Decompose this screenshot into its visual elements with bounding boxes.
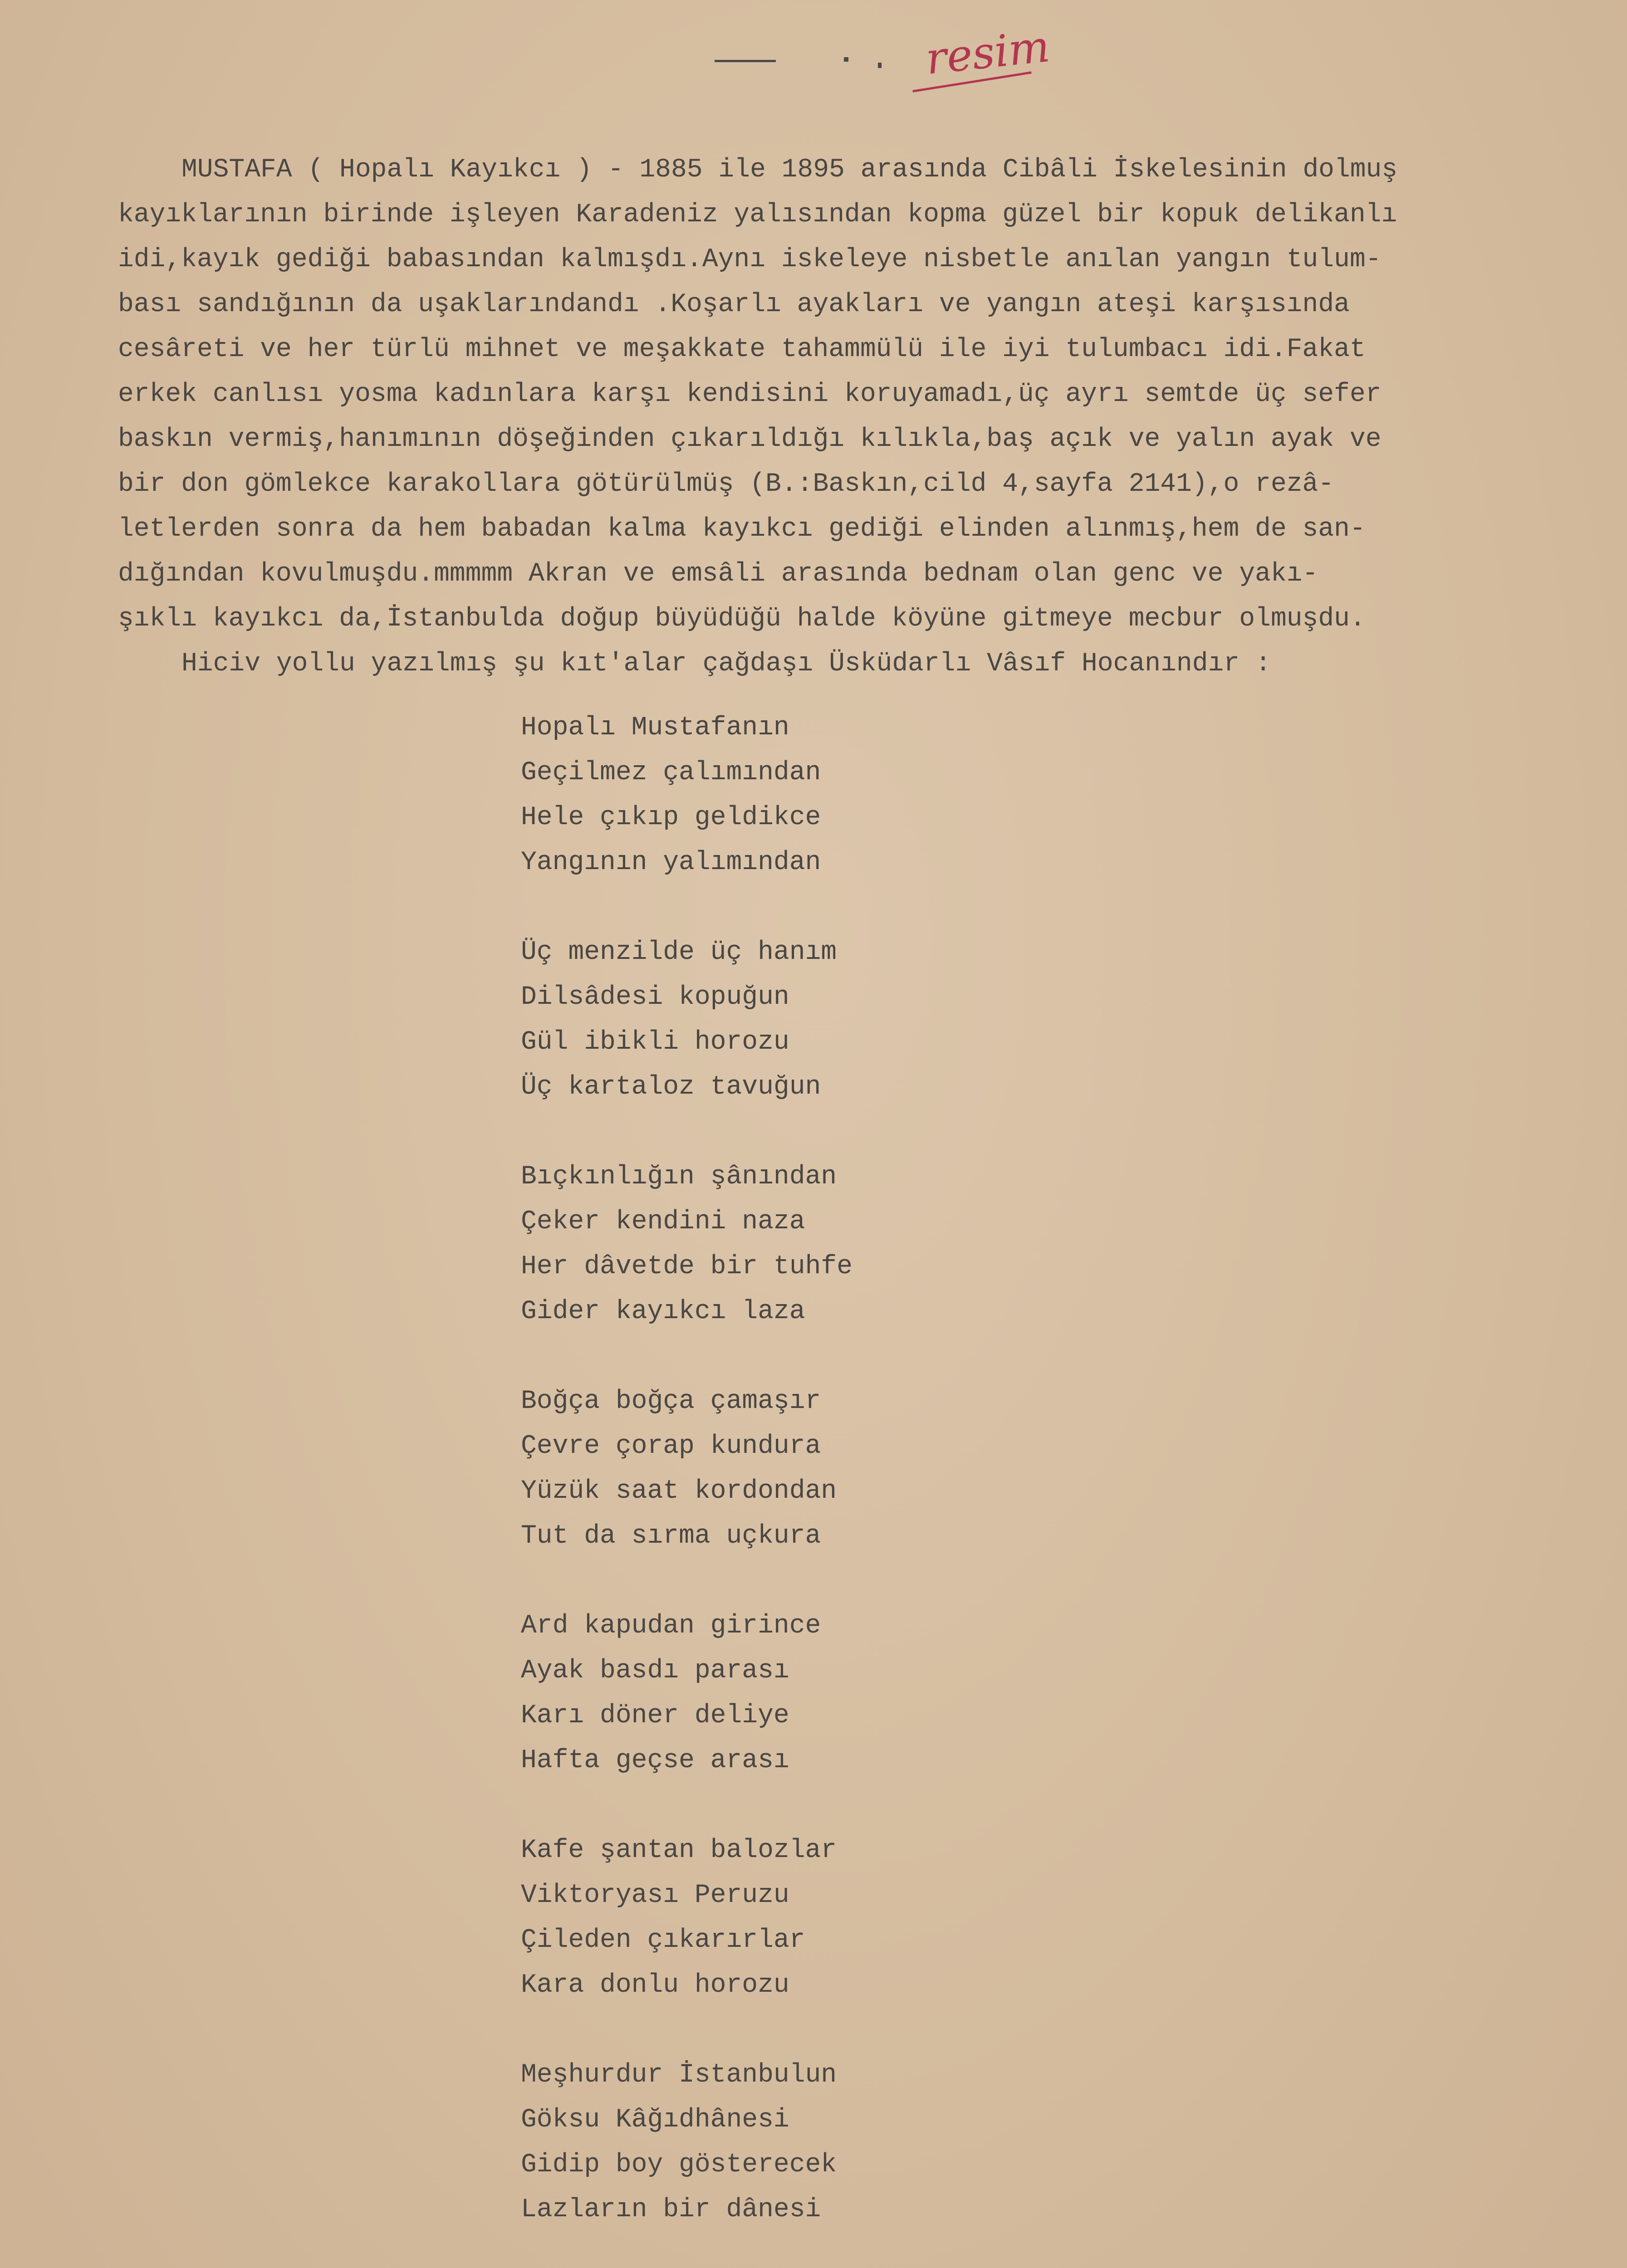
prose-line: bası sandığının da uşaklarındandı .Koşarlı ayakları ve yangın ateşi karşısında (118, 290, 1350, 319)
verse-line: Boğça boğça çamaşır (521, 1387, 821, 1416)
prose-line: letlerden sonra da hem babadan kalma kayıkcı gediği elinden alınmış,hem de san- (118, 514, 1366, 544)
verse-line: Yangının yalımından (521, 848, 821, 877)
prose-line: bir don gömlekce karakollara götürülmüş (B.:Baskın,cild 4,sayfa 2141),o rezâ- (118, 469, 1334, 499)
verse-line: Her dâvetde bir tuhfe (521, 1252, 853, 1281)
verse-line: Dilsâdesi kopuğun (521, 982, 789, 1012)
prose-line: şıklı kayıkcı da,İstanbulda doğup büyüdüğü halde köyüne gitmeye mecbur olmuşdu. (118, 604, 1366, 634)
poem-stanza (521, 1154, 1065, 1334)
verse-line: Ard kapudan girince (521, 1611, 821, 1641)
prose-line: baskın vermiş,hanımının döşeğinden çıkarıldığı kılıkla,baş açık ve yalın ayak ve (118, 425, 1382, 454)
verse-line: Göksu Kâğıdhânesi (521, 2105, 789, 2135)
verse-line: Karı döner deliye (521, 1701, 789, 1730)
header-dash (715, 60, 776, 62)
poem-stanza (521, 705, 1065, 885)
verse-line: Ayak basdı parası (521, 1656, 789, 1686)
verse-line: Çevre çorap kundura (521, 1432, 821, 1461)
verse-line: Kara donlu horozu (521, 1970, 789, 2000)
prose-line: idi,kayık gediği babasından kalmışdı.Aynı iskeleye nisbetle anılan yangın tulum- (118, 245, 1382, 274)
verse-line: Hafta geçse arası (521, 1746, 789, 1775)
verse-line: Kafe şantan balozlar (521, 1836, 837, 1865)
prose-block (118, 147, 1611, 686)
prose-line: kayıklarının birinde işleyen Karadeniz yalısından kopma güzel bir kopuk delikanlı (118, 200, 1397, 230)
verse-line: Üç menzilde üç hanım (521, 938, 837, 967)
header-mark (878, 63, 882, 68)
verse-line: Viktoryası Peruzu (521, 1881, 789, 1910)
verse-line: Geçilmez çalımından (521, 758, 821, 787)
poem-intro: Hiciv yollu yazılmış şu kıt'alar çağdaşı Üsküdarlı Vâsıf Hocanındır : (181, 649, 1271, 679)
prose-line: dığından kovulmuşdu.mmmmm Akran ve emsâli arasında bednam olan genc ve yakı- (118, 559, 1318, 589)
prose-line: cesâreti ve her türlü mihnet ve meşakkate tahammülü ile iyi tulumbacı idi.Fakat (118, 335, 1366, 364)
verse-line: Gider kayıkcı laza (521, 1297, 805, 1326)
verse-line: Çeker kendini naza (521, 1207, 805, 1237)
prose-line: erkek canlısı yosma kadınlara karşı kendisini koruyamadı,üç ayrı semtde üç sefer (118, 380, 1382, 409)
verse-line: Yüzük saat kordondan (521, 1476, 837, 1506)
verse-line: Bıçkınlığın şânından (521, 1162, 837, 1192)
verse-line: Gül ibikli horozu (521, 1027, 789, 1057)
poem-stanza (521, 2053, 1065, 2232)
poem (521, 705, 1065, 2268)
poem-stanza (521, 1603, 1065, 1783)
poem-stanza (521, 1828, 1065, 2008)
verse-line: Tut da sırma uçkura (521, 1521, 821, 1551)
prose-line: MUSTAFA ( Hopalı Kayıkcı ) - 1885 ile 1895 arasında Cibâli İskelesinin dolmuş (181, 155, 1398, 185)
handwritten-annotation: resim (923, 21, 1052, 84)
verse-line: Hele çıkıp geldikce (521, 803, 821, 832)
poem-stanza (521, 930, 1065, 1110)
verse-line: Lazların bir dânesi (521, 2195, 821, 2224)
verse-line: Hopalı Mustafanın (521, 713, 789, 743)
header-mark (844, 57, 848, 62)
poem-stanza (521, 1379, 1065, 1559)
verse-line: Meşhurdur İstanbulun (521, 2060, 837, 2090)
verse-line: Çileden çıkarırlar (521, 1926, 805, 1955)
verse-line: Üç kartaloz tavuğun (521, 1072, 821, 1102)
verse-line: Gidip boy gösterecek (521, 2150, 837, 2180)
